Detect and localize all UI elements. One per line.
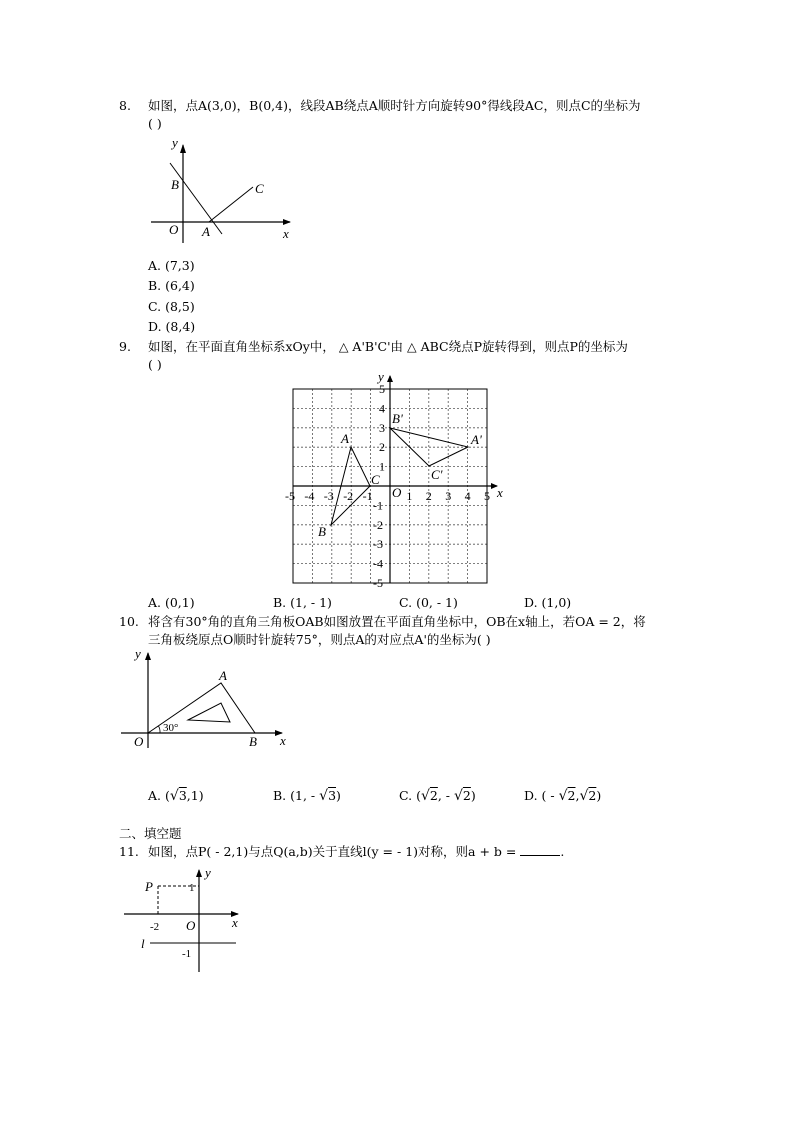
- q11-tick-neg1: -1: [182, 948, 192, 960]
- q8-point-b-label: B: [171, 177, 179, 192]
- q9-point-a-prime-label: B': [392, 411, 403, 426]
- q10-option-a: A. (√3,1): [148, 788, 204, 804]
- q9-option-c: C. (0, - 1): [399, 595, 458, 610]
- q11-y-label: y: [205, 865, 211, 880]
- q9-option-a: A. (0,1): [148, 595, 195, 610]
- q9-option-d: D. (1,0): [524, 595, 572, 610]
- q9-number: 9.: [119, 339, 131, 354]
- q10-option-b: B. (1, - √3): [273, 788, 341, 804]
- x-tick-label: -2: [343, 489, 354, 503]
- y-tick-label: 4: [379, 401, 385, 416]
- q9-point-c-prime-label: C': [431, 467, 443, 482]
- x-tick-label: 2: [425, 489, 432, 503]
- y-tick-label: -5: [373, 576, 383, 590]
- q10-angle-label: 30°: [163, 722, 179, 734]
- y-tick-label: -3: [373, 537, 383, 552]
- q11-x-label: x: [232, 915, 238, 930]
- q8-x-label: x: [283, 226, 289, 241]
- q9-stem: 如图，在平面直角坐标系xOy中， △ A'B'C'由 △ ABC绕点P旋转得到，则点P的坐标为: [148, 339, 628, 354]
- q10-y-label: y: [135, 646, 141, 661]
- q8-y-label: y: [172, 135, 178, 150]
- q9-point-b-label: B: [318, 524, 326, 539]
- x-tick-label: 3: [445, 489, 452, 503]
- q8-option-a: A. (7,3): [148, 258, 195, 273]
- q8-number: 8.: [119, 98, 131, 113]
- q10-point-a-label: A: [219, 668, 227, 683]
- q11-tick-1: 1: [189, 882, 195, 894]
- q10-option-c: C. (√2, - √2): [399, 788, 476, 804]
- q8-answer-paren: ( ): [148, 116, 162, 131]
- q11-tick-neg2: -2: [150, 921, 160, 933]
- section-title: 二、填空题: [119, 826, 182, 841]
- q10-origin-label: O: [134, 734, 144, 749]
- q11-origin-label: O: [186, 918, 196, 933]
- q10-number: 10.: [119, 614, 139, 629]
- q8-stem: 如图，点A(3,0)，B(0,4)，线段AB绕点A顺时针方向旋转90°得线段AC，则点C的坐标为: [148, 98, 641, 113]
- x-tick-label: -1: [362, 489, 373, 503]
- x-tick-label: -3: [323, 489, 334, 503]
- y-tick-label: 3: [379, 420, 385, 435]
- x-tick-label: 5: [484, 489, 490, 503]
- q9-answer-paren: ( ): [148, 357, 162, 372]
- q8-option-c: C. (8,5): [148, 299, 195, 314]
- q11-number: 11.: [119, 844, 139, 859]
- q10-figure: [118, 645, 298, 755]
- x-tick-label: -4: [304, 489, 315, 503]
- q10-x-label: x: [280, 733, 286, 748]
- x-tick-label: 1: [406, 489, 413, 503]
- q11-stem: 如图，点P( - 2,1)与点Q(a,b)关于直线l(y = - 1)对称，则a + b = .: [148, 844, 565, 859]
- q9-y-label: y: [378, 369, 384, 384]
- q10-point-b-label: B: [249, 734, 257, 749]
- q9-point-b-prime-label: A': [471, 432, 482, 447]
- y-tick-label: -1: [373, 498, 383, 513]
- x-tick-label: -5: [285, 489, 295, 503]
- y-tick-label: 1: [379, 459, 385, 474]
- q11-line-l-label: l: [141, 936, 145, 951]
- q9-option-b: B. (1, - 1): [273, 595, 332, 610]
- q8-option-d: D. (8,4): [148, 319, 196, 334]
- q8-option-b: B. (6,4): [148, 278, 195, 293]
- q8-point-a-label: A: [202, 224, 210, 239]
- x-tick-label: 4: [464, 489, 471, 503]
- q9-point-c-label: C: [371, 472, 380, 487]
- y-tick-label: -2: [373, 517, 383, 532]
- q9-point-a-label: A: [341, 431, 349, 446]
- q10-option-d: D. ( - √2,√2): [524, 788, 602, 804]
- y-tick-label: 5: [379, 382, 385, 396]
- q11-figure: [120, 866, 250, 976]
- q8-point-c-label: C: [255, 181, 264, 196]
- y-tick-label: -4: [373, 556, 383, 571]
- q11-point-p-label: P: [145, 879, 153, 894]
- q8-figure: [145, 135, 305, 245]
- q11-answer-blank[interactable]: [520, 844, 560, 856]
- y-tick-label: 2: [379, 440, 385, 455]
- q10-stem-line1: 将含有30°角的直角三角板OAB如图放置在平面直角坐标中，OB在x轴上，若OA = 2，将: [148, 614, 646, 629]
- q9-origin-label: O: [392, 485, 402, 500]
- q9-x-label: x: [497, 485, 503, 500]
- q8-origin-label: O: [169, 222, 179, 237]
- q10-stem-line2: 三角板绕原点O顺时针旋转75°，则点A的对应点A'的坐标为( ): [148, 632, 491, 647]
- q9-figure: [285, 370, 515, 590]
